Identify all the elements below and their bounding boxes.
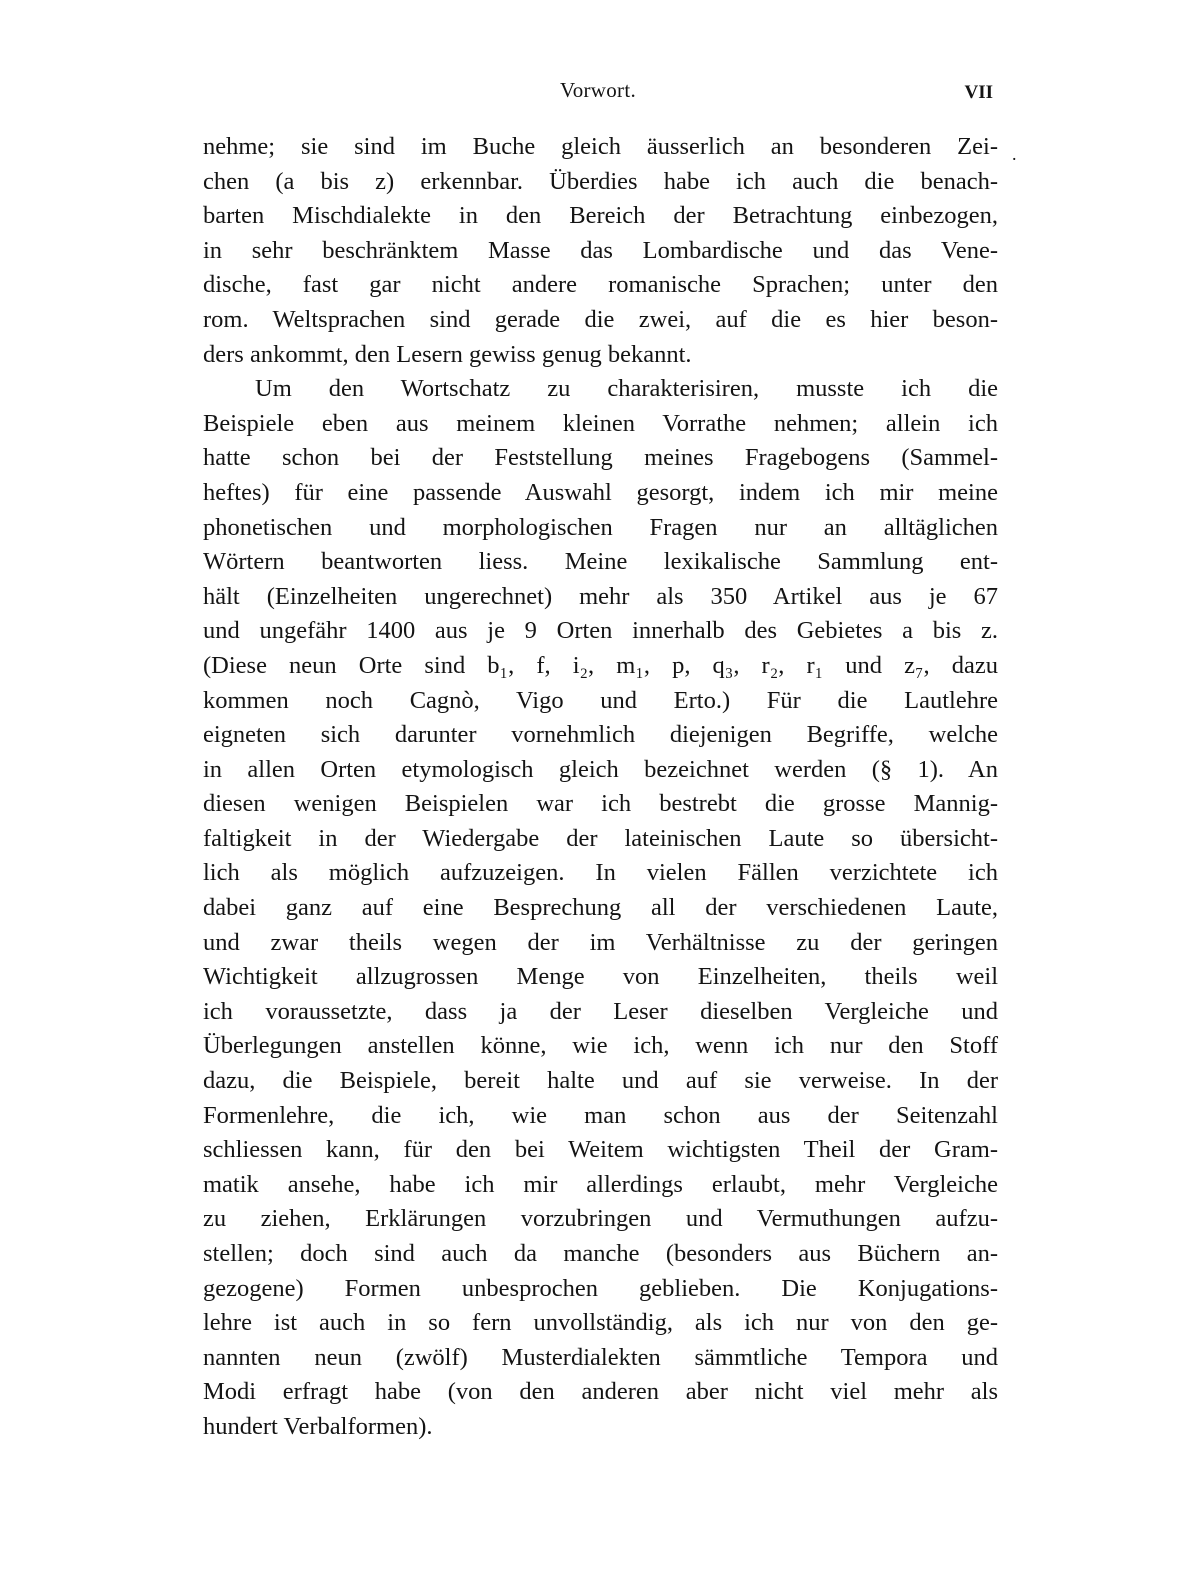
text-line: lehre ist auch in so fern unvollständig, als ich nur von den ge- <box>203 1309 998 1337</box>
text-line: und zwar theils wegen der im Verhältnisse zu der geringen <box>203 928 998 956</box>
text-line: ders ankommt, den Lesern gewiss genug bekannt. <box>203 340 692 368</box>
text-line: barten Mischdialekte in den Bereich der Betrachtung einbezogen, <box>203 202 998 230</box>
text-line: faltigkeit in der Wiedergabe der lateinischen Laute so übersicht- <box>203 824 998 852</box>
text-line: matik ansehe, habe ich mir allerdings erlaubt, mehr Vergleiche <box>203 1170 998 1198</box>
paragraph-1 <box>203 130 998 372</box>
text-line: ich voraussetzte, dass ja der Leser dieselben Vergleiche und <box>203 997 998 1025</box>
text-line: nehme; sie sind im Buche gleich äusserlich an besonderen Zei- <box>203 133 998 160</box>
margin-mark: . <box>1012 144 1017 164</box>
text-line: schliessen kann, für den bei Weitem wichtigsten Theil der Gram- <box>203 1136 998 1164</box>
text-line: in allen Orten etymologisch gleich bezeichnet werden (§ 1). An <box>203 755 998 783</box>
text-line: zu ziehen, Erklärungen vorzubringen und Vermuthungen aufzu- <box>203 1205 998 1233</box>
text-line: Modi erfragt habe (von den anderen aber nicht viel mehr als <box>203 1378 998 1406</box>
text-line: phonetischen und morphologischen Fragen nur an alltäglichen <box>203 513 998 541</box>
paragraph-2 <box>203 372 998 1444</box>
page-number: VII <box>964 82 993 103</box>
text-line: (Diese neun Orte sind b₁, f, i₂, m₁, p, q₃, r₂, r₁ und z₇, dazu <box>203 651 998 679</box>
text-line: dische, fast gar nicht andere romanische Sprachen; unter den <box>203 271 998 299</box>
text-line: heftes) für eine passende Auswahl gesorgt, indem ich mir meine <box>203 478 998 506</box>
text-line: hundert Verbalformen). <box>203 1412 433 1440</box>
text-line: Überlegungen anstellen könne, wie ich, wenn ich nur den Stoff <box>203 1032 998 1060</box>
text-line: hatte schon bei der Feststellung meines Fragebogens (Sammel- <box>203 444 998 472</box>
running-title: Vorwort. <box>559 78 637 102</box>
text-line: Beispiele eben aus meinem kleinen Vorrathe nehmen; allein ich <box>203 409 998 437</box>
text-line: Wichtigkeit allzugrossen Menge von Einzelheiten, theils weil <box>203 963 998 991</box>
text-line: in sehr beschränktem Masse das Lombardische und das Vene- <box>203 236 998 264</box>
text-line: und ungefähr 1400 aus je 9 Orten innerhalb des Gebietes a bis z. <box>203 617 998 645</box>
running-head <box>203 78 1003 108</box>
text-line: lich als möglich aufzuzeigen. In vielen Fällen verzichtete ich <box>203 859 998 887</box>
text-line: rom. Weltsprachen sind gerade die zwei, auf die es hier beson- <box>203 305 998 333</box>
text-line: dabei ganz auf eine Besprechung all der verschiedenen Laute, <box>203 894 998 922</box>
text-line: Um den Wortschatz zu charakterisiren, musste ich die <box>255 375 998 403</box>
body-text <box>203 130 998 1445</box>
text-line: nannten neun (zwölf) Musterdialekten sämmtliche Tempora und <box>203 1343 998 1371</box>
text-line: Formenlehre, die ich, wie man schon aus der Seitenzahl <box>203 1101 998 1129</box>
text-line: stellen; doch sind auch da manche (besonders aus Büchern an- <box>203 1240 998 1267</box>
text-line: Wörtern beantworten liess. Meine lexikalische Sammlung ent- <box>203 548 998 576</box>
text-line: gezogene) Formen unbesprochen geblieben. Die Konjugations- <box>203 1274 998 1302</box>
text-line: chen (a bis z) erkennbar. Überdies habe ich auch die benach- <box>203 167 998 195</box>
text-line: dazu, die Beispiele, bereit halte und auf sie verweise. In der <box>203 1067 998 1095</box>
text-line: kommen noch Cagnò, Vigo und Erto.) Für die Lautlehre <box>203 686 998 714</box>
text-line: eigneten sich darunter vornehmlich diejenigen Begriffe, welche <box>203 721 998 749</box>
text-line: hält (Einzelheiten ungerechnet) mehr als 350 Artikel aus je 67 <box>203 582 998 610</box>
text-line: diesen wenigen Beispielen war ich bestrebt die grosse Mannig- <box>203 790 998 818</box>
